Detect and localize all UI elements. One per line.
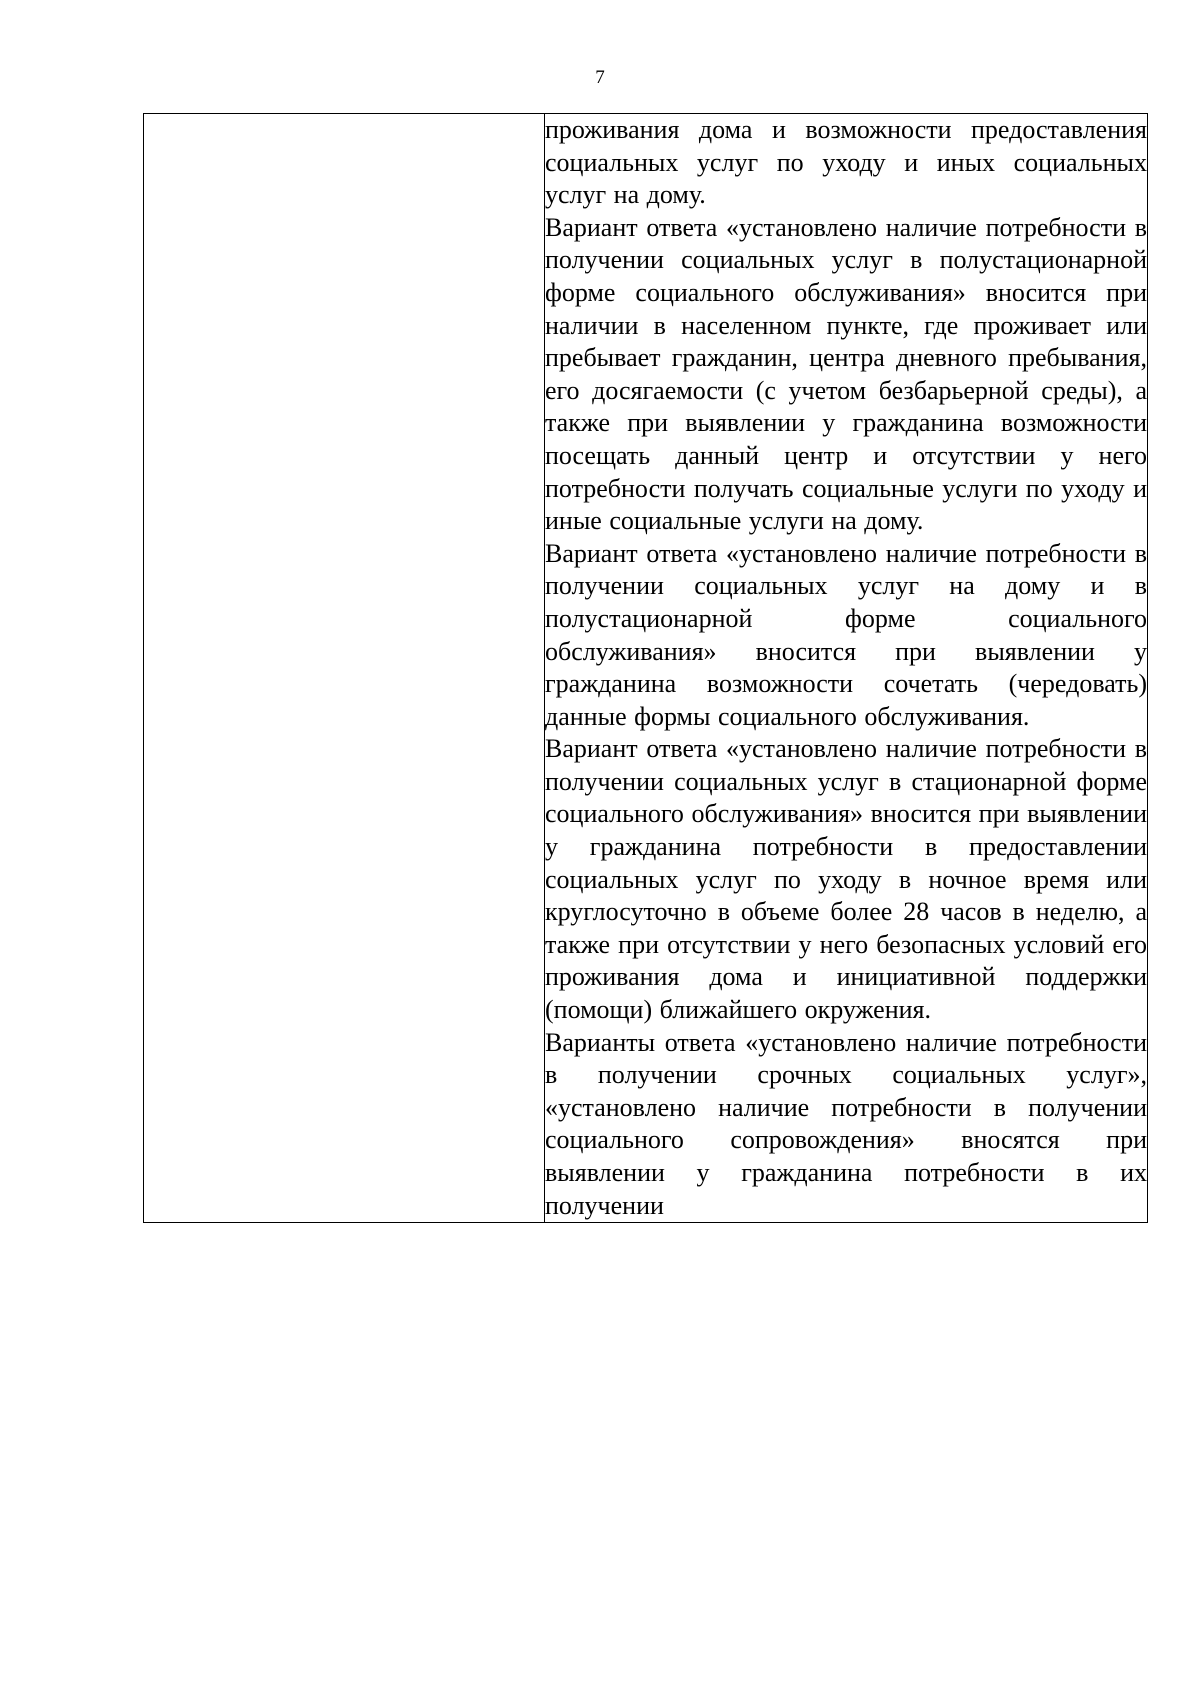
paragraph-semi-stationary-form: Вариант ответа «установлено наличие потребности в получении социальных услуг в полустационарной форме социального обслуживания» вносится при наличии в населенном пункте, где проживает или пребывает гражданин, центра дневного пребывания, его досягаемости (с учетом безбарьерной среды), а также при выявлении у гражданина возможности посещать данный центр и отсутствии у него потребности получать социальные услуги по уходу и иные социальные услуги на дому. <box>545 212 1147 536</box>
table-cell-right <box>545 114 1148 1223</box>
paragraph-home-care-continuation: проживания дома и возможности предоставления социальных услуг по уходу и иных социальных услуг на дому. <box>545 115 1147 210</box>
page-number: 7 <box>595 67 605 88</box>
document-table <box>143 113 1148 1223</box>
paragraph-stationary-form: Вариант ответа «установлено наличие потребности в получении социальных услуг в стационарной форме социального обслуживания» вносится при выявлении у гражданина потребности в предоставлении социальных услуг по уходу в ночное время или круглосуточно в объеме более 28 часов в неделю, а также при отсутствии у него безопасных условий его проживания дома и инициативной поддержки (помощи) ближайшего окружения. <box>545 734 1147 1025</box>
paragraph-urgent-services-and-support: Варианты ответа «установлено наличие потребности в получении срочных социальных услуг», «установлено наличие потребности в получении социального сопровождения» вносятся при выявлении у гражданина потребности в их получении <box>545 1027 1147 1220</box>
table-cell-left <box>144 114 545 1223</box>
paragraph-home-and-semi-stationary: Вариант ответа «установлено наличие потребности в получении социальных услуг на дому и в полустационарной форме социального обслуживания» вносится при выявлении у гражданина возможности сочетать (чередовать) данные формы социального обслуживания. <box>545 538 1147 731</box>
table-row <box>144 114 1148 1223</box>
